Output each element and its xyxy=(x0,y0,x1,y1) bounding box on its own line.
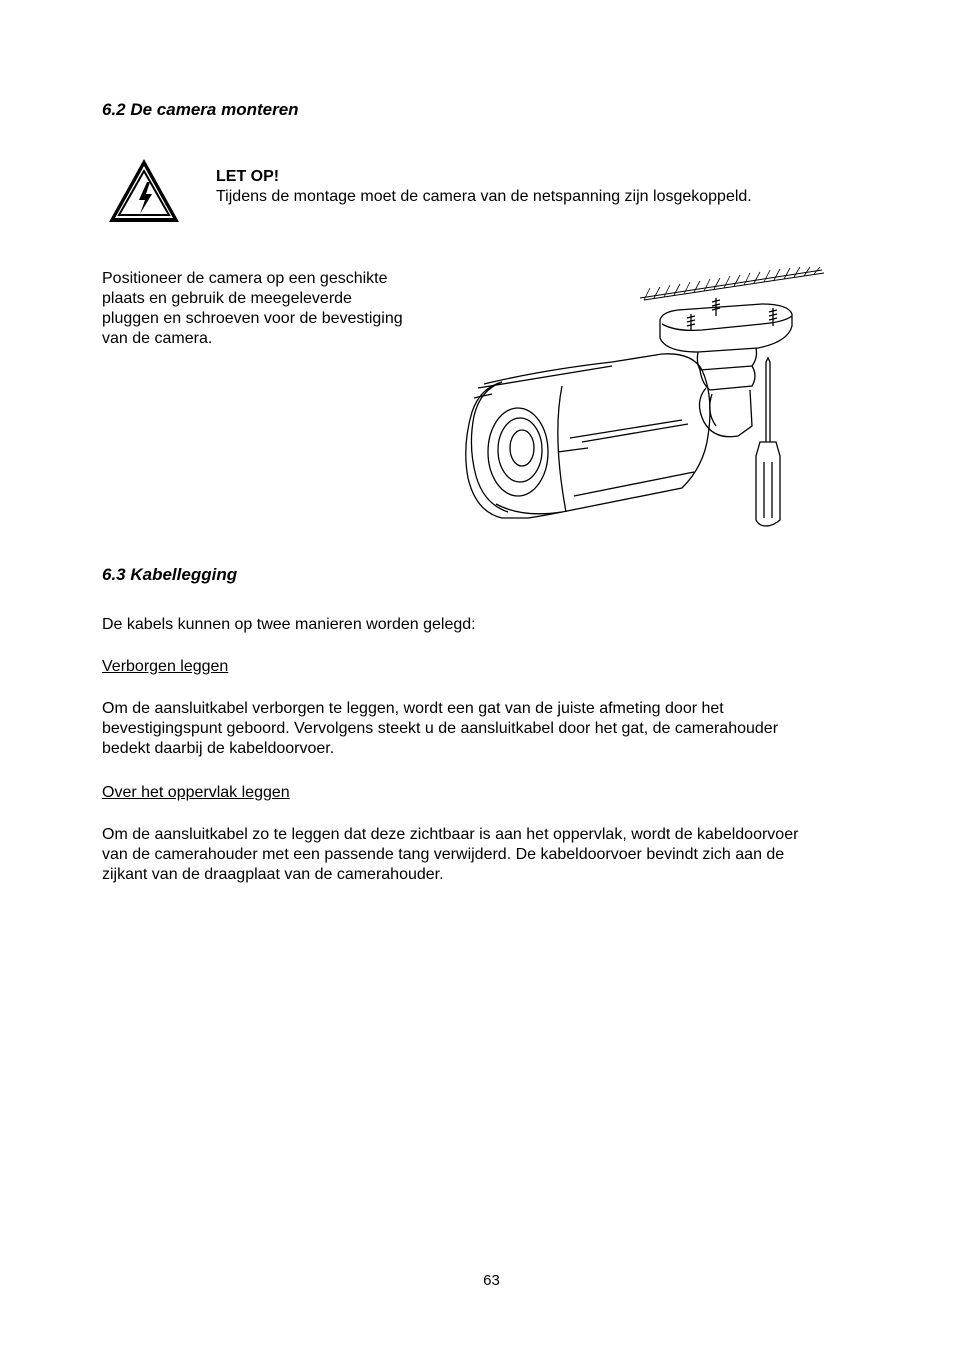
camera-mounting-illustration xyxy=(462,266,828,530)
surface-line-1: Om de aansluitkabel zo te leggen dat deze zichtbaar is aan het oppervlak, wordt de kabeldoorvoer xyxy=(102,826,799,843)
warning-text: Tijdens de montage moet de camera van de netspanning zijn losgekoppeld. xyxy=(216,188,752,205)
high-voltage-warning-icon xyxy=(106,156,182,226)
section-heading-6-3: 6.3 Kabellegging xyxy=(102,565,238,584)
cabling-intro: De kabels kunnen op twee manieren worden gelegd: xyxy=(102,616,476,633)
hidden-line-1: Om de aansluitkabel verborgen te leggen, wordt een gat van de juiste afmeting door het xyxy=(102,700,724,717)
surface-line-2: van de camerahouder met een passende tang verwijderd. De kabeldoorvoer bevindt zich aan de xyxy=(102,846,785,863)
warning-block xyxy=(216,167,752,207)
page-number: 63 xyxy=(483,1272,500,1289)
section-heading-6-2: 6.2 De camera monteren xyxy=(102,100,299,119)
hidden-line-2: bevestigingspunt geboord. Vervolgens steekt u de aansluitkabel door het gat, de camerahouder xyxy=(102,720,779,737)
screwdriver xyxy=(756,358,780,526)
subheading-hidden: Verborgen leggen xyxy=(102,658,229,675)
mounting-base xyxy=(660,304,792,390)
mount-line-4: van de camera. xyxy=(102,330,213,347)
camera-body xyxy=(466,354,710,518)
subheading-surface: Over het oppervlak leggen xyxy=(102,784,290,801)
hidden-line-3: bedekt daarbij de kabeldoorvoer. xyxy=(102,740,335,757)
warning-title: LET OP! xyxy=(216,168,280,185)
mount-line-2: plaats en gebruik de meegeleverde xyxy=(102,290,352,307)
surface-line-3: zijkant van de draagplaat van de camerahouder. xyxy=(102,866,444,883)
surface-paragraph xyxy=(102,825,892,885)
mount-line-1: Positioneer de camera op een geschikte xyxy=(102,270,388,287)
mount-line-3: pluggen en schroeven voor de bevestiging xyxy=(102,310,403,327)
screws xyxy=(687,298,777,330)
ceiling-hatch xyxy=(640,270,824,300)
hidden-paragraph xyxy=(102,699,882,759)
mount-instructions xyxy=(102,269,442,349)
